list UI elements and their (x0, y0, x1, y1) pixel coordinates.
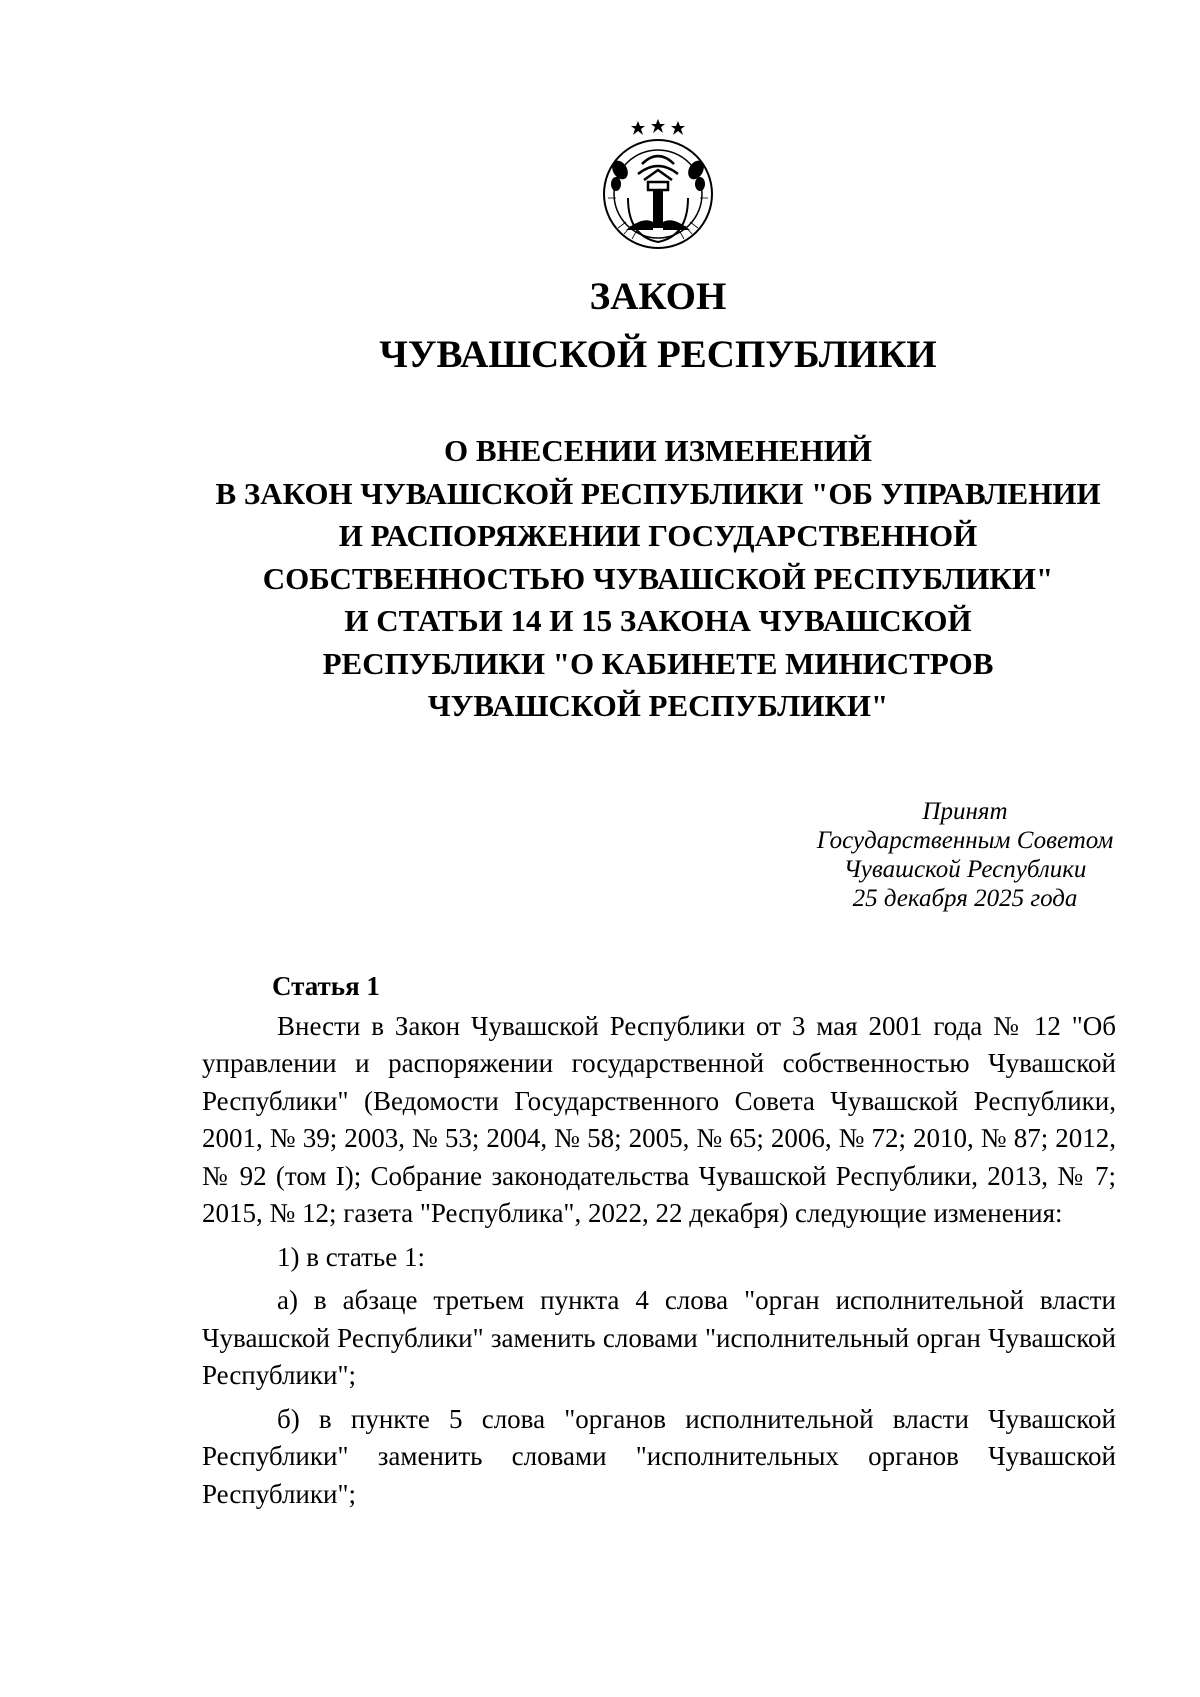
adoption-date: 25 декабря 2025 года (852, 885, 1078, 912)
chuvash-republic-emblem-icon (598, 118, 718, 252)
adoption-line: Чувашской Республики (843, 856, 1087, 883)
article-paragraph: б) в пункте 5 слова "органов исполнительной власти Чувашской Республики" заменить словами "исполнительных органов Чувашской Республики"; (202, 1403, 1116, 1509)
article-paragraph: 1) в статье 1: (277, 1241, 425, 1272)
subject-line: РЕСПУБЛИКИ "О КАБИНЕТЕ МИНИСТРОВ (322, 645, 994, 681)
article-heading: Статья 1 (272, 971, 380, 1001)
subject-line: И РАСПОРЯЖЕНИИ ГОСУДАРСТВЕННОЙ (338, 518, 978, 553)
title-line-republic: ЧУВАШСКОЙ РЕСПУБЛИКИ (379, 333, 937, 376)
article-paragraph: а) в абзаце третьем пункта 4 слова "орган исполнительной власти Чувашской Республики" заменить словами "исполнительный орган Чувашской Республики"; (202, 1285, 1116, 1390)
article-paragraph: Внести в Закон Чувашской Республики от 3 мая 2001 года № 12 "Об управлении и распоряжении государственной собственностью Чувашской Республики" (Ведомости Государственного Совета Чувашской Республики, 2001, № 39; 2003, № 53; 2004, № 58; 2005, № 65; 2006, № 72; 2010, № 87; 2012, № 92 (том I); Собрание законодательства Чувашской Республики, 2013, № 7; 2015, № 12; газета "Республика", 2022, 22 декабря) следующие изменения: (202, 1010, 1116, 1228)
law-title (0, 268, 1200, 384)
subject-line: И СТАТЬИ 14 И 15 ЗАКОНА ЧУВАШСКОЙ (344, 603, 972, 638)
subject-line: В ЗАКОН ЧУВАШСКОЙ РЕСПУБЛИКИ "ОБ УПРАВЛЕНИИ (215, 475, 1101, 511)
subject-line: О ВНЕСЕНИИ ИЗМЕНЕНИЙ (443, 433, 873, 468)
article-1 (202, 968, 1116, 1519)
law-subject (0, 430, 1200, 728)
adoption-line: Государственным Советом (816, 827, 1114, 854)
subject-line: ЧУВАШСКОЙ РЕСПУБЛИКИ" (427, 688, 889, 723)
adoption-line: Принят (922, 798, 1008, 825)
subject-line: СОБСТВЕННОСТЬЮ ЧУВАШСКОЙ РЕСПУБЛИКИ" (262, 560, 1054, 596)
title-line-zakon: ЗАКОН (589, 275, 727, 318)
adoption-note (780, 797, 1150, 913)
